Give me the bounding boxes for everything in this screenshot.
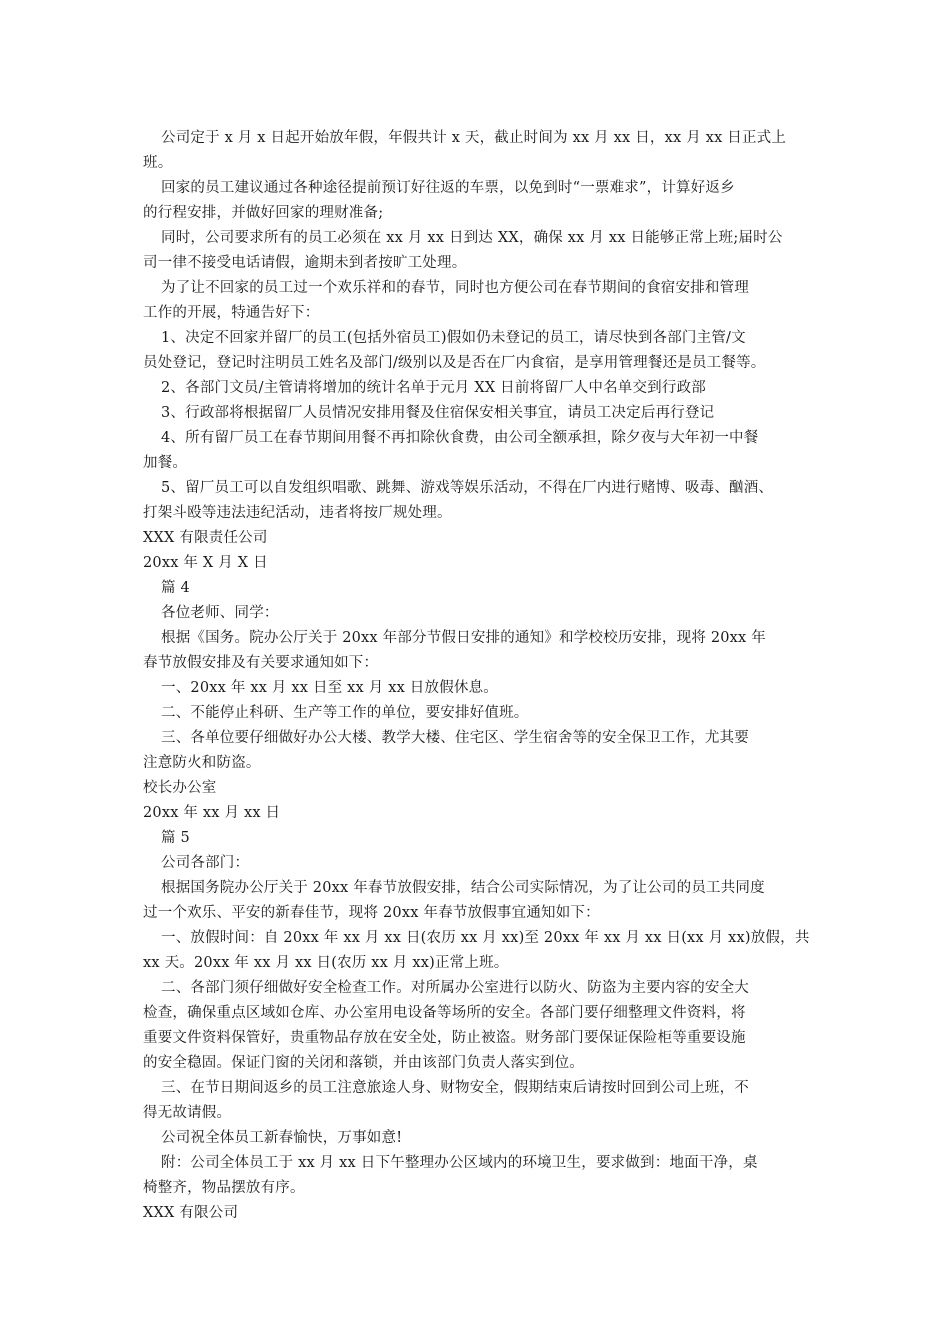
text-line: 得无故请假。	[143, 1105, 232, 1121]
text-line: 班。	[143, 155, 173, 171]
text-line: 回家的员工建议通过各种途径提前预订好往返的车票，以免到时“一票难求”，计算好返乡	[161, 180, 735, 196]
text-line: 三、在节日期间返乡的员工注意旅途人身、财物安全，假期结束后请按时回到公司上班，不	[161, 1080, 749, 1096]
text-line: 注意防火和防盗。	[143, 755, 261, 771]
text-line: 2、各部门文员/主管请将增加的统计名单于元月 XX 日前将留厂人中名单交到行政部	[161, 380, 706, 396]
text-line: 三、各单位要仔细做好办公大楼、教学大楼、住宅区、学生宿舍等的安全保卫工作，尤其要	[161, 730, 749, 746]
text-line: 为了让不回家的员工过一个欢乐祥和的春节，同时也方便公司在春节期间的食宿安排和管理	[161, 280, 749, 296]
text-line: 员处登记，登记时注明员工姓名及部门/级别以及是否在厂内食宿，是享用管理餐还是员工餐等。	[143, 355, 766, 371]
text-line: 一、20xx 年 xx 月 xx 日至 xx 月 xx 日放假休息。	[161, 680, 499, 696]
text-line: 3、行政部将根据留厂人员情况安排用餐及住宿保安相关事宜，请员工决定后再行登记	[161, 405, 715, 421]
salutation: 各位老师、同学：	[161, 605, 279, 621]
salutation: 公司各部门：	[161, 855, 250, 871]
text-line: 1、决定不回家并留厂的员工(包括外宿员工)假如仍未登记的员工，请尽快到各部门主管/文	[161, 330, 746, 346]
text-line: 椅整齐，物品摆放有序。	[143, 1180, 305, 1196]
text-line: 春节放假安排及有关要求通知如下：	[143, 655, 379, 671]
text-line: 同时，公司要求所有的员工必须在 xx 月 xx 日到达 XX，确保 xx 月 xx 日能够正常上班;届时公	[161, 230, 783, 246]
text-line: 的安全稳固。保证门窗的关闭和落锁，并由该部门负责人落实到位。	[143, 1055, 584, 1071]
text-line: 附：公司全体员工于 xx 月 xx 日下午整理办公区域内的环境卫生，要求做到：地面干净，桌	[161, 1155, 758, 1171]
text-line: 根据国务院办公厅关于 20xx 年春节放假安排，结合公司实际情况，为了让公司的员工共同度	[161, 880, 765, 896]
text-line: 检查，确保重点区域如仓库、办公室用电设备等场所的安全。各部门要仔细整理文件资料，将	[143, 1005, 746, 1021]
text-line: 5、留厂员工可以自发组织唱歌、跳舞、游戏等娱乐活动，不得在厂内进行赌博、吸毒、酗酒、	[161, 480, 774, 496]
section-heading: 篇 5	[161, 830, 190, 846]
text-line: 工作的开展，特通告好下：	[143, 305, 320, 321]
signature-company: XXX 有限责任公司	[143, 530, 268, 546]
text-line: 根据《国务。院办公厅关于 20xx 年部分节假日安排的通知》和学校校历安排，现将 20xx 年	[161, 630, 766, 646]
text-line: xx 天。20xx 年 xx 月 xx 日(农历 xx 月 xx)正常上班。	[143, 955, 509, 971]
text-line: 过一个欢乐、平安的新春佳节，现将 20xx 年春节放假事宜通知如下：	[143, 905, 600, 921]
text-line: 重要文件资料保管好，贵重物品存放在安全处，防止被盗。财务部门要保证保险柜等重要设施	[143, 1030, 746, 1046]
text-line: 4、所有留厂员工在春节期间用餐不再扣除伙食费，由公司全额承担，除夕夜与大年初一中餐	[161, 430, 759, 446]
text-line: 一、放假时间：自 20xx 年 xx 月 xx 日(农历 xx 月 xx)至 20xx 年 xx 月 xx 日(xx 月 xx)放假，共	[161, 930, 810, 946]
text-line: 司一律不接受电话请假，逾期未到者按旷工处理。	[143, 255, 467, 271]
text-line: 公司定于 x 月 x 日起开始放年假，年假共计 x 天，截止时间为 xx 月 xx 日，xx 月 xx 日正式上	[161, 130, 787, 146]
text-line: 公司祝全体员工新春愉快，万事如意!	[161, 1130, 403, 1146]
signature-company: XXX 有限公司	[143, 1205, 239, 1221]
signature-date: 20xx 年 xx 月 xx 日	[143, 805, 281, 821]
text-line: 二、不能停止科研、生产等工作的单位，要安排好值班。	[161, 705, 529, 721]
section-heading: 篇 4	[161, 580, 190, 596]
signature-office: 校长办公室	[143, 780, 217, 796]
signature-date: 20xx 年 X 月 X 日	[143, 555, 268, 571]
text-line: 打架斗殴等违法违纪活动，违者将按厂规处理。	[143, 505, 452, 521]
text-line: 的行程安排，并做好回家的理财准备;	[143, 205, 384, 221]
text-line: 加餐。	[143, 455, 188, 471]
text-line: 二、各部门须仔细做好安全检查工作。对所属办公室进行以防火、防盗为主要内容的安全大	[161, 980, 749, 996]
